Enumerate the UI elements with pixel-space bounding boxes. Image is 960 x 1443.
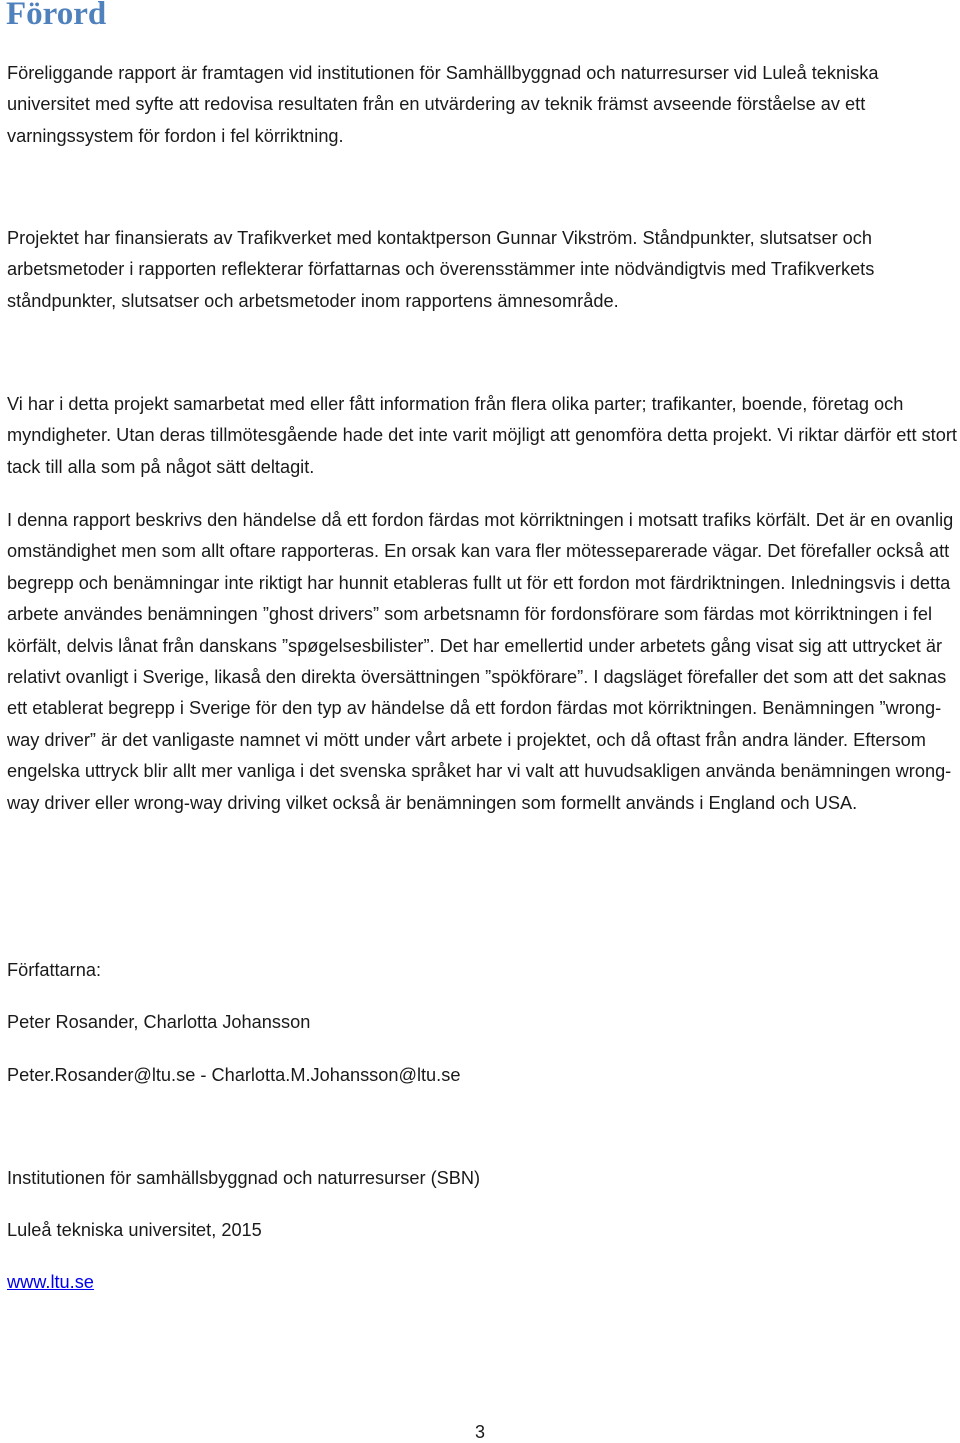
authors-names: Peter Rosander, Charlotta Johansson: [7, 1012, 311, 1032]
website-link[interactable]: www.ltu.se: [7, 1272, 94, 1292]
authors-label: Författarna:: [7, 960, 102, 980]
page-title: Förord: [6, 0, 107, 32]
institution-name: Institutionen för samhällsbyggnad och naturresurser (SBN): [7, 1168, 481, 1188]
paragraph-terminology: I denna rapport beskrivs den händelse då ett fordon färdas mot körriktningen i motsatt trafiks körfält. Det är en ovanlig omständighet men som allt oftare rapporteras. En orsak kan vara fler mötesseparerade vägar. Det förefaller också att begrepp och benämningar inte riktigt har hunnit etableras fullt ut för ett fordon mot färdriktningen. Inledningsvis i detta arbete användes benämningen ”ghost drivers” som arbetsnamn för fordonsförare som färdas mot körriktningen i fel körfält, delvis lånat från danskans ”spøgelsesbilister”. Det har emellertid under arbetets gång visat sig att uttrycket är relativt ovanligt i Sverige, likaså den direkta översättningen ”spökförare”. I dagsläget förefaller det som att det saknas ett etablerat begrepp i Sverige för den typ av händelse då ett fordon färdas mot körriktningen. Benämningen ”wrong-way driver” är det vanligaste namnet vi mött under vårt arbete i projektet, och då oftast från andra länder. Eftersom engelska uttryck blir allt mer vanliga i det svenska språket har vi valt att huvudsakligen använda benämningen wrong-way driver eller wrong-way driving vilket också är benämningen som formellt används i England och USA.: [7, 510, 954, 813]
paragraph-acknowledgements: Vi har i detta projekt samarbetat med eller fått information från flera olika parter; trafikanter, boende, företag och myndigheter. Utan deras tillmötesgående hade det inte varit möjligt att genomföra detta projekt. Vi riktar därför ett stort tack till alla som på något sätt deltagit.: [7, 394, 957, 477]
university-year: Luleå tekniska universitet, 2015: [7, 1220, 262, 1240]
page-number: 3: [474, 1422, 485, 1442]
paragraph-purpose: Föreliggande rapport är framtagen vid institutionen för Samhällbyggnad och naturresurser vid Luleå tekniska universitet med syfte att redovisa resultaten från en utvärdering av teknik främst avseende förståelse av ett varningssystem för fordon i fel körriktning.: [7, 63, 879, 146]
paragraph-funding: Projektet har finansierats av Trafikverket med kontaktperson Gunnar Vikström. Ståndpunkter, slutsatser och arbetsmetoder i rapporten reflekterar författarnas och överensstämmer inte nödvändigtvis med Trafikverkets ståndpunkter, slutsatser och arbetsmetoder inom rapportens ämnesområde.: [7, 228, 875, 311]
website-line: [7, 1269, 94, 1295]
author-emails: Peter.Rosander@ltu.se - Charlotta.M.Johansson@ltu.se: [7, 1065, 461, 1085]
